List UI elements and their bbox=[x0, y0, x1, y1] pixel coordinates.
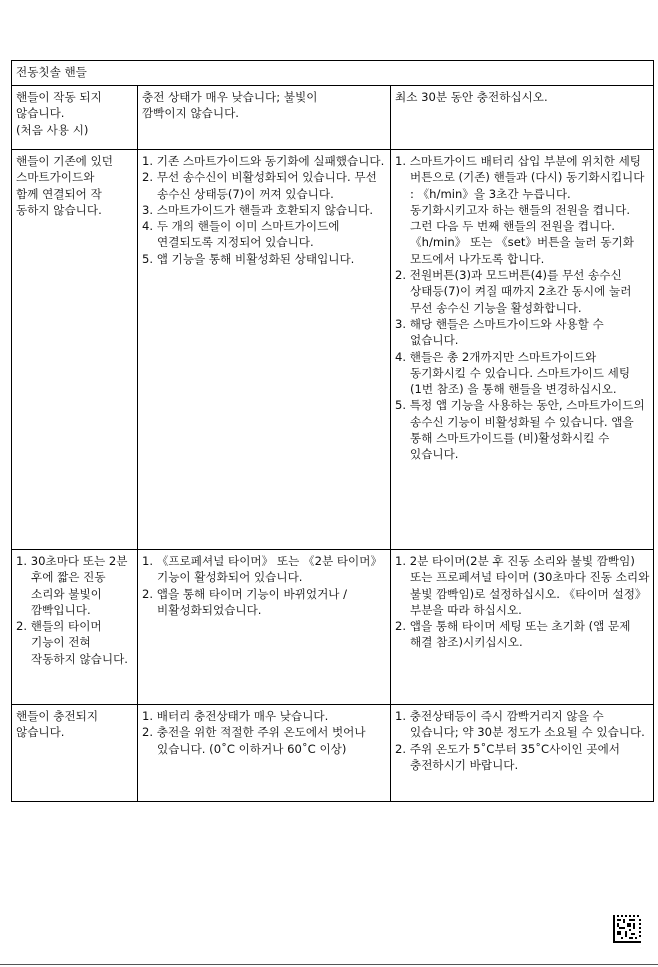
solution-item: 1. 스마트가이드 배터리 삽입 부분에 위치한 세팅 버튼으로 (기존) 핸들과 (다시) 동기화시킵니다 : 《h/min》을 3초간 누릅니다. 동기화시키고자 하는 핸들의 전원을 켭니다. 그런 다음 두 번째 핸들의 전원을 켭니다. 《h/min》 또는 《set》버튼을 눌러 동기화 모드에서 나가도록 합니다. bbox=[395, 154, 645, 266]
solution-item: 2. 전원버튼(3)과 모드버튼(4)를 무선 송수신 상태등(7)이 켜질 때까지 2초간 동시에 눌러 무선 송수신 기능을 활성화합니다. bbox=[395, 268, 632, 315]
cause-list bbox=[142, 708, 387, 757]
problem-item: 2. 핸들의 타이머 기능이 전혀 작동하지 않습니다. bbox=[16, 619, 128, 666]
troubleshooting-table bbox=[11, 60, 654, 802]
problem-cell: 핸들이 기존에 있던 스마트가이드와 함께 연결되어 작 동하지 않습니다. bbox=[12, 150, 138, 550]
table-title: 전동칫솔 핸들 bbox=[12, 61, 654, 86]
cause-item: 4. 두 개의 핸들이 이미 스마트가이드에 연결되도록 지정되어 있습니다. bbox=[142, 219, 340, 250]
cause-cell bbox=[138, 705, 391, 802]
problem-cell bbox=[12, 550, 138, 705]
cause-item: 2. 충전을 위한 적절한 주위 온도에서 벗어나 있습니다. (0˚C 이하거나 60˚C 이상) bbox=[142, 725, 366, 756]
cause-list bbox=[142, 553, 387, 618]
cause-item: 1. 배터리 충전상태가 매우 낮습니다. bbox=[142, 709, 329, 723]
solution-cell bbox=[391, 705, 654, 802]
cause-item: 1. 《프로페셔널 타이머》 또는 《2분 타이머》 기능이 활성화되어 있습니다. bbox=[142, 554, 383, 585]
solution-list bbox=[395, 553, 650, 651]
page-bottom-rule bbox=[0, 964, 658, 965]
solution-item: 1. 충전상태등이 즉시 깜빡거리지 않을 수 있습니다; 약 30분 정도가 소요될 수 있습니다. bbox=[395, 709, 645, 740]
cause-item: 1. 기존 스마트가이드와 동기화에 실패했습니다. bbox=[142, 154, 385, 168]
solution-cell bbox=[391, 150, 654, 550]
cause-item: 2. 앱을 통해 타이머 기능이 바뀌었거나 /비활성화되었습니다. bbox=[142, 586, 348, 617]
table-row bbox=[12, 86, 654, 150]
cause-cell bbox=[138, 550, 391, 705]
solution-item: 3. 해당 핸들은 스마트가이드와 사용할 수 없습니다. bbox=[395, 316, 604, 348]
solution-list bbox=[395, 708, 650, 773]
cause-item: 5. 앱 기능을 통해 비활성화된 상태입니다. bbox=[142, 251, 355, 266]
problem-list bbox=[16, 553, 134, 667]
solution-item: 2. 주위 온도가 5˚C부터 35˚C사이인 곳에서 충전하시기 바랍니다. bbox=[395, 741, 620, 772]
cause-cell bbox=[138, 150, 391, 550]
cause-cell: 충전 상태가 매우 낮습니다; 불빛이 깜빡이지 않습니다. bbox=[138, 86, 391, 150]
table-row bbox=[12, 705, 654, 802]
datamatrix-barcode bbox=[613, 915, 641, 943]
solution-cell bbox=[391, 550, 654, 705]
table-row bbox=[12, 550, 654, 705]
solution-list bbox=[395, 153, 650, 463]
problem-cell: 핸들이 충전되지 않습니다. bbox=[12, 705, 138, 802]
problem-item: 1. 30초마다 또는 2분 후에 짧은 진동 소리와 불빛이 깜빡입니다. bbox=[16, 554, 128, 617]
solution-item: 4. 핸들은 총 2개까지만 스마트가이드와 동기화시킬 수 있습니다. 스마트가이드 세팅(1번 참조) 을 통해 핸들을 변경하십시오. bbox=[395, 349, 631, 397]
solution-cell: 최소 30분 동안 충전하십시오. bbox=[391, 86, 654, 150]
cause-item: 2. 무선 송수신이 비활성화되어 있습니다. 무선 송수신 상태등(7)이 꺼져 있습니다. bbox=[142, 170, 377, 201]
table-title-row bbox=[12, 61, 654, 86]
cause-list bbox=[142, 153, 387, 267]
solution-item: 5. 특정 앱 기능을 사용하는 동안, 스마트가이드의 송수신 기능이 비활성화될 수 있습니다. 앱을 통해 스마트가이드를 (비)활성화시킬 수 있습니다. bbox=[395, 398, 645, 462]
problem-cell: 핸들이 작동 되지 않습니다. (처음 사용 시) bbox=[12, 86, 138, 150]
solution-item: 1. 2분 타이머(2분 후 진동 소리와 불빛 깜빡임) 또는 프로페셔널 타이머 (30초마다 진동 소리와 불빛 깜빡임)로 설정하십시오. 《타이머 설정》 부분을 따라 하십시오. bbox=[395, 554, 650, 617]
solution-item: 2. 앱을 통해 타이머 세팅 또는 초기화 (앱 문제 해결 참조)시키십시오. bbox=[395, 619, 631, 650]
table-row bbox=[12, 150, 654, 550]
cause-item: 3. 스마트가이드가 핸들과 호환되지 않습니다. bbox=[142, 202, 374, 217]
